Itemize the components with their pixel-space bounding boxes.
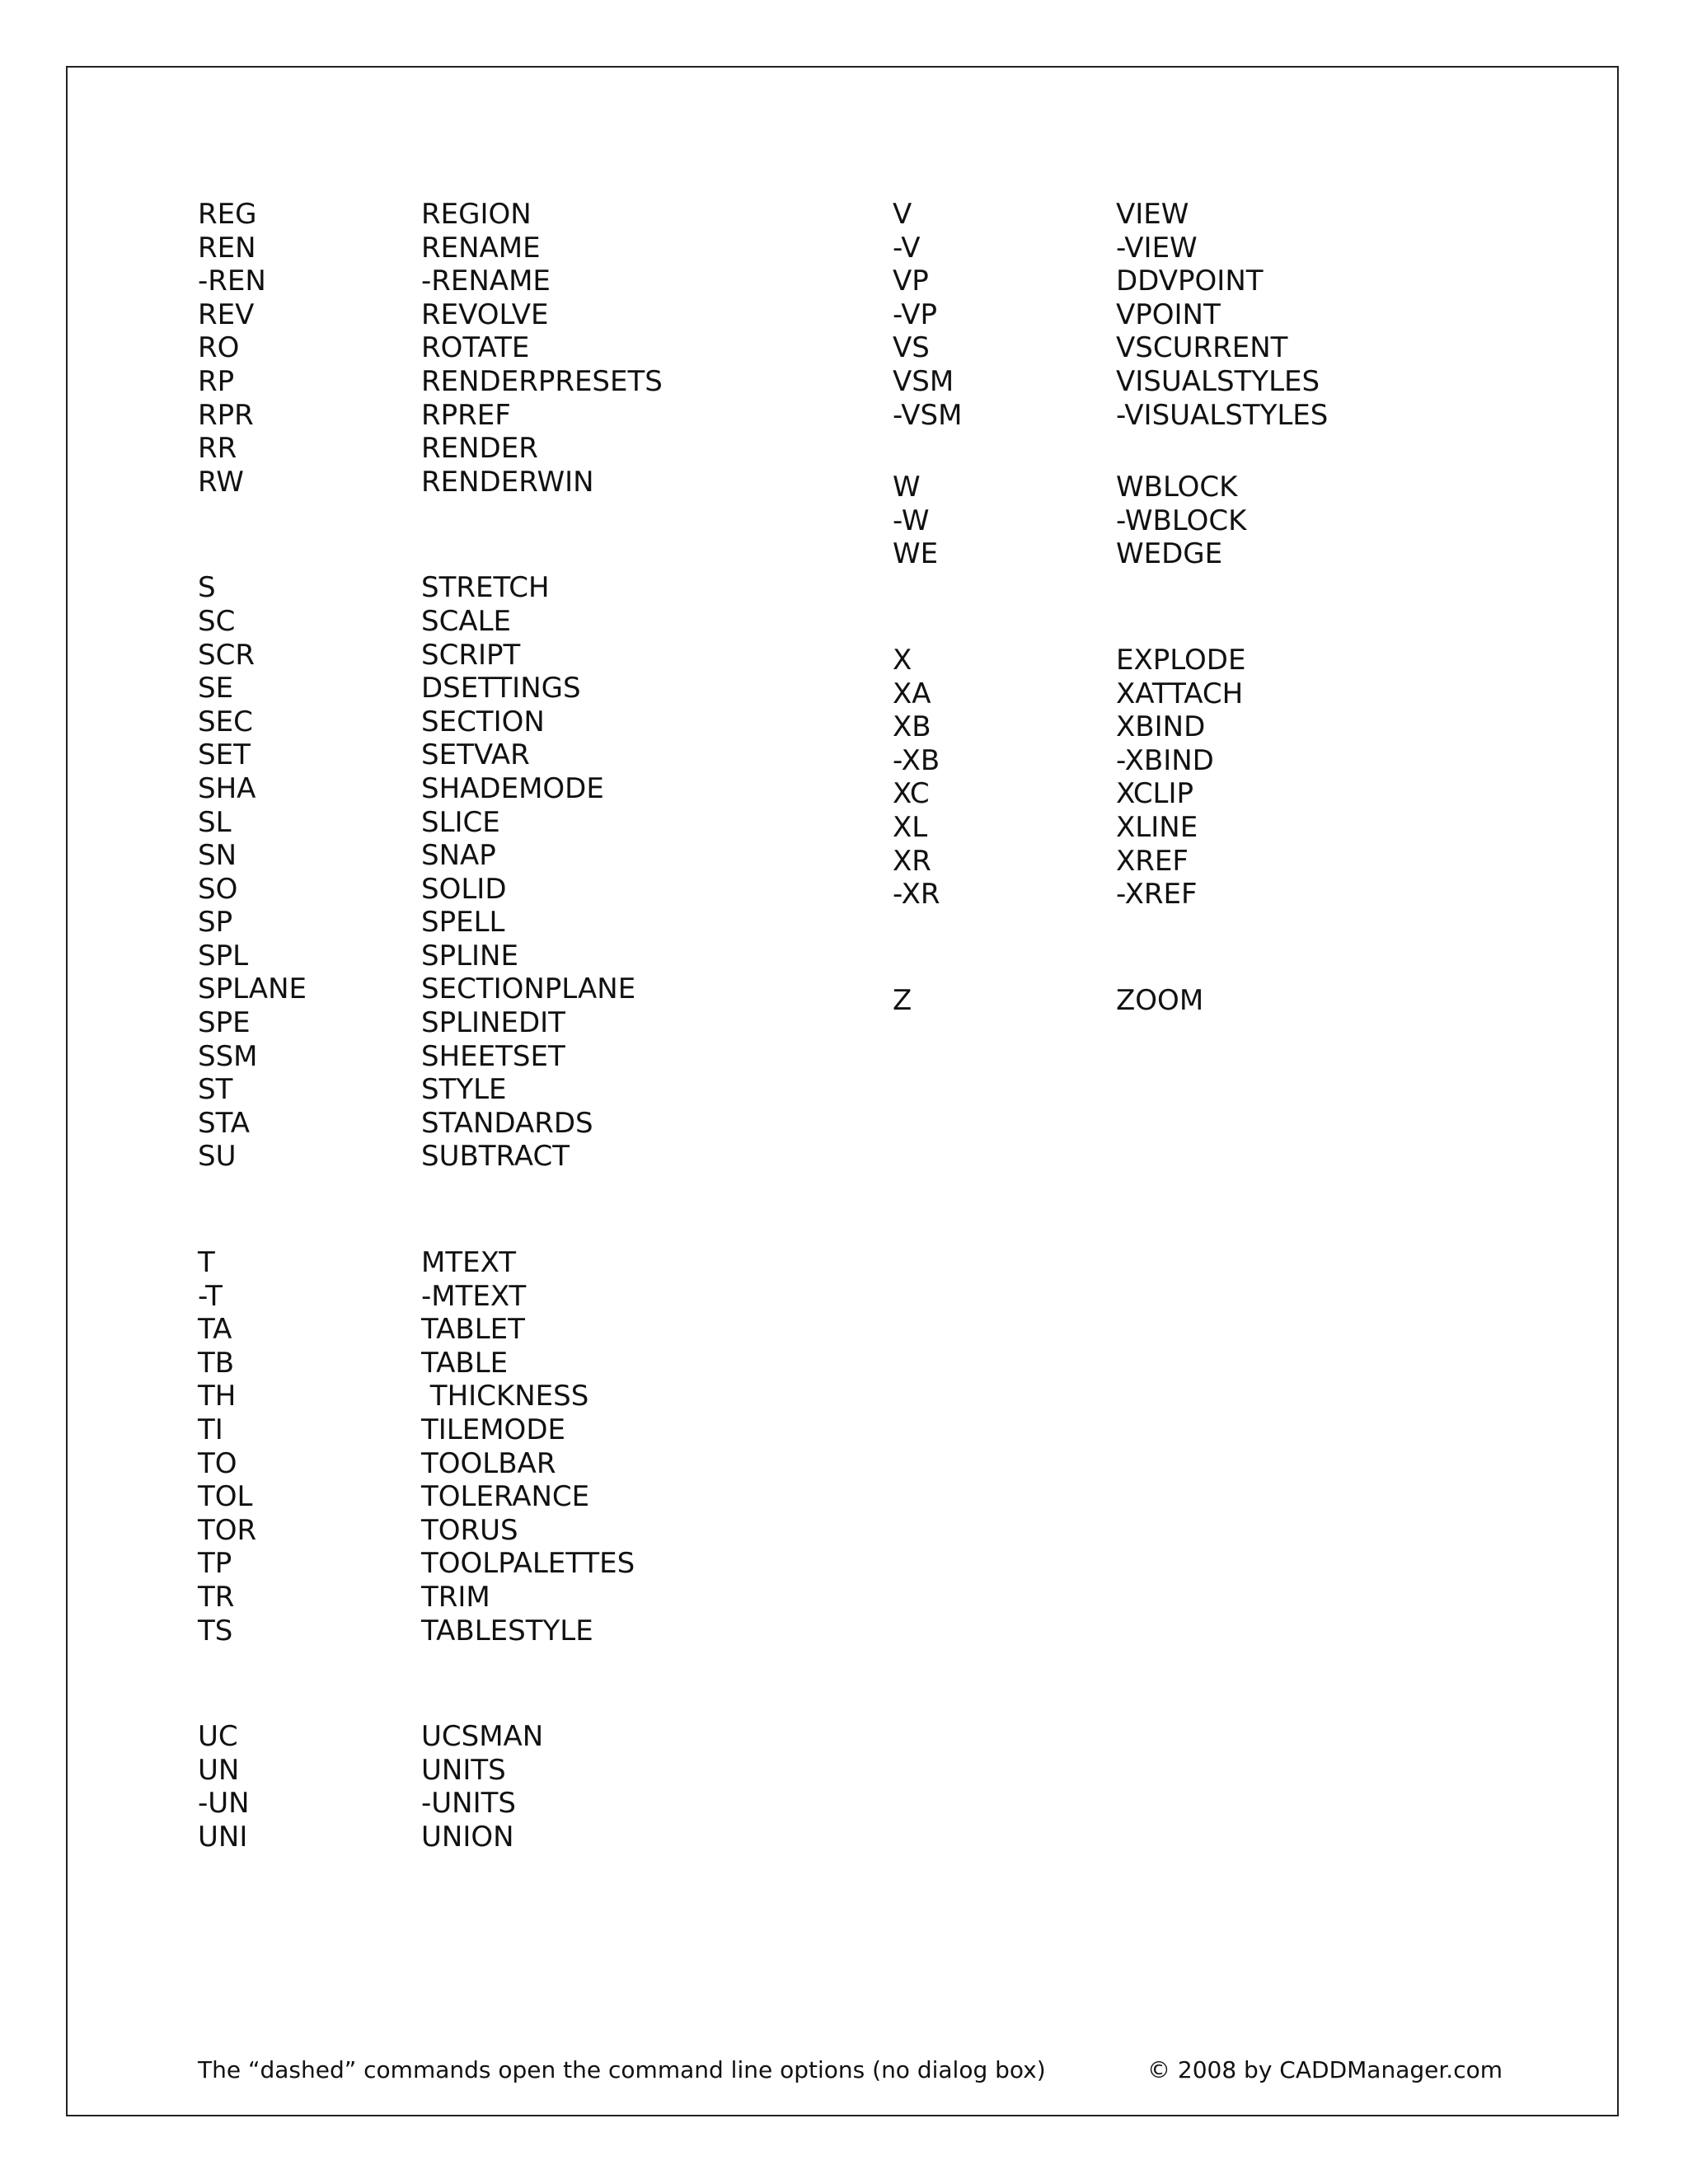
command-name: SPLINEDIT (421, 1006, 565, 1040)
command-name: STRETCH (421, 571, 550, 605)
command-name: SPELL (421, 906, 505, 940)
command-name: SLICE (421, 805, 500, 839)
command-name: MTEXT (421, 1246, 517, 1280)
command-alias: XA (893, 677, 931, 710)
command-alias: XC (893, 777, 930, 811)
command-alias: RP (198, 364, 235, 398)
command-name: TOOLBAR (421, 1446, 556, 1480)
command-alias: -VP (893, 298, 938, 331)
command-name: TILEMODE (421, 1413, 565, 1446)
command-name: -XREF (1116, 878, 1198, 912)
command-alias: SP (198, 906, 233, 940)
command-alias: REN (198, 231, 256, 265)
command-name: XATTACH (1116, 677, 1244, 710)
command-alias: SCR (198, 638, 255, 672)
command-alias: SE (198, 672, 234, 705)
command-alias: SL (198, 805, 232, 839)
command-name: TABLE (421, 1346, 509, 1380)
command-alias: -V (893, 231, 921, 265)
command-alias: TP (198, 1547, 232, 1581)
command-name: WBLOCK (1116, 471, 1238, 504)
command-name: STYLE (421, 1073, 507, 1107)
command-name: RENDERWIN (421, 465, 594, 499)
command-alias: XL (893, 810, 928, 844)
command-alias: -VSM (893, 398, 963, 432)
command-alias: -XB (893, 743, 940, 777)
command-alias: SPLANE (198, 972, 307, 1006)
command-alias: SN (198, 839, 237, 873)
command-name: SNAP (421, 839, 496, 873)
command-name: SHEETSET (421, 1039, 565, 1073)
command-alias: SET (198, 738, 251, 772)
command-name: TABLET (421, 1313, 525, 1347)
command-name: TABLESTYLE (421, 1614, 593, 1647)
command-alias: RO (198, 331, 240, 365)
command-alias: -XR (893, 878, 940, 912)
command-alias: W (893, 471, 921, 504)
command-alias: TB (198, 1346, 235, 1380)
command-name: XBIND (1116, 710, 1206, 744)
command-name: SCALE (421, 604, 512, 638)
command-name: VIEW (1116, 198, 1189, 231)
command-alias: VS (893, 331, 930, 365)
command-alias: TI (198, 1413, 223, 1446)
command-name: SETVAR (421, 738, 530, 772)
command-alias: STA (198, 1106, 250, 1140)
command-alias: REG (198, 198, 257, 231)
command-name: RPREF (421, 398, 511, 432)
footer-note: The “dashed” commands open the command line options (no dialog box) (198, 2056, 1046, 2083)
command-name: EXPLODE (1116, 643, 1246, 677)
command-alias: UN (198, 1753, 240, 1787)
command-alias: SC (198, 604, 236, 638)
command-name: SECTION (421, 705, 545, 738)
command-alias: TOL (198, 1480, 253, 1514)
command-name: XLINE (1116, 810, 1198, 844)
command-name: UCSMAN (421, 1720, 544, 1754)
command-name: SUBTRACT (421, 1140, 570, 1174)
command-name: VPOINT (1116, 298, 1221, 331)
command-alias: Z (893, 983, 912, 1017)
command-name: SHADEMODE (421, 771, 604, 805)
command-alias: TS (198, 1614, 233, 1647)
command-alias: -T (198, 1279, 223, 1313)
command-alias: SPL (198, 939, 249, 972)
command-alias: TH (198, 1380, 237, 1413)
command-name: SECTIONPLANE (421, 972, 636, 1006)
command-alias: VP (893, 265, 929, 298)
footer-copyright: © 2008 by CADDManager.com (1147, 2056, 1503, 2083)
command-name: -RENAME (421, 265, 551, 298)
command-alias: REV (198, 298, 255, 331)
command-alias: TA (198, 1313, 232, 1347)
command-name: ZOOM (1116, 983, 1204, 1017)
command-name: XREF (1116, 844, 1189, 878)
command-name: WEDGE (1116, 537, 1223, 571)
command-alias: V (893, 198, 912, 231)
command-alias: -REN (198, 265, 266, 298)
command-alias: SSM (198, 1039, 258, 1073)
command-name: -UNITS (421, 1787, 516, 1821)
command-name: RENAME (421, 231, 541, 265)
command-name: RENDER (421, 432, 538, 466)
command-alias: RW (198, 465, 244, 499)
command-alias: TOR (198, 1513, 257, 1547)
command-name: -VISUALSTYLES (1116, 398, 1329, 432)
command-alias: T (198, 1246, 215, 1280)
command-alias: UC (198, 1720, 238, 1754)
command-alias: TR (198, 1580, 235, 1614)
command-name: -MTEXT (421, 1279, 527, 1313)
command-alias: -W (893, 504, 930, 537)
command-alias: SHA (198, 771, 256, 805)
command-alias: TO (198, 1446, 237, 1480)
command-name: REGION (421, 198, 532, 231)
command-name: RENDERPRESETS (421, 364, 663, 398)
command-name: UNION (421, 1820, 514, 1854)
command-name: STANDARDS (421, 1106, 593, 1140)
command-name: ROTATE (421, 331, 530, 365)
command-alias: RR (198, 432, 237, 466)
command-alias: RPR (198, 398, 254, 432)
command-alias: SPE (198, 1006, 251, 1040)
command-name: -XBIND (1116, 743, 1214, 777)
command-name: REVOLVE (421, 298, 549, 331)
command-name: -WBLOCK (1116, 504, 1247, 537)
command-name: VSCURRENT (1116, 331, 1288, 365)
command-alias: UNI (198, 1820, 248, 1854)
command-name: VISUALSTYLES (1116, 364, 1320, 398)
command-name: SOLID (421, 872, 507, 906)
command-alias: SEC (198, 705, 253, 738)
command-name: UNITS (421, 1753, 506, 1787)
command-alias: S (198, 571, 216, 605)
command-name: DDVPOINT (1116, 265, 1264, 298)
command-alias: X (893, 643, 912, 677)
command-name: TRIM (421, 1580, 490, 1614)
page-border (66, 66, 1619, 2116)
command-name: DSETTINGS (421, 672, 581, 705)
command-alias: ST (198, 1073, 233, 1107)
command-alias: XR (893, 844, 931, 878)
command-alias: VSM (893, 364, 954, 398)
command-name: SPLINE (421, 939, 518, 972)
command-name: TOLERANCE (421, 1480, 590, 1514)
command-name: XCLIP (1116, 777, 1194, 811)
command-alias: XB (893, 710, 931, 744)
command-alias: WE (893, 537, 939, 571)
command-name: SCRIPT (421, 638, 521, 672)
command-name: THICKNESS (421, 1380, 589, 1413)
command-name: TORUS (421, 1513, 518, 1547)
command-alias: -UN (198, 1787, 250, 1821)
command-name: -VIEW (1116, 231, 1198, 265)
command-name: TOOLPALETTES (421, 1547, 635, 1581)
command-alias: SO (198, 872, 238, 906)
command-alias: SU (198, 1140, 237, 1174)
